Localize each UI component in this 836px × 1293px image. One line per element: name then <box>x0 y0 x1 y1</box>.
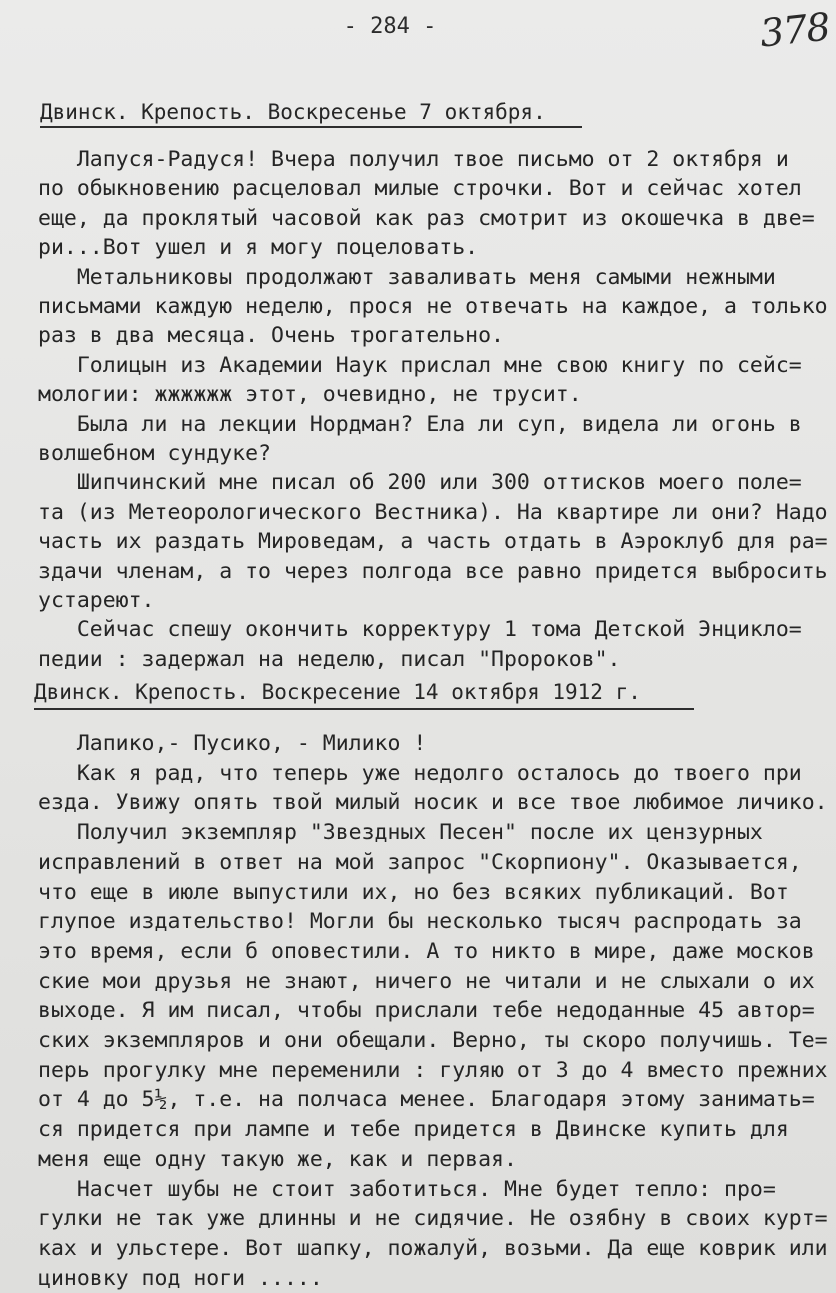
letter1-line: по обыкновению расцеловал милые строчки. Вот и сейчас хотел <box>38 176 802 202</box>
letter2-line: ках и ульстере. Вот шапку, пожалуй, возьми. Да еще коврик или <box>38 1235 828 1261</box>
letter2-line: перь прогулку мне переменили : гуляю от 3 до 4 вместо прежних <box>38 1057 828 1083</box>
letter2-line: Как я рад, что теперь уже недолго осталось до твоего при <box>38 760 802 786</box>
heading-underline-2 <box>34 708 694 710</box>
letter1-line: часть их раздать Мироведам, а часть отдать в Аэроклуб для ра= <box>38 529 828 555</box>
letter1-line: раз в два месяца. Очень трогательно. <box>38 323 504 349</box>
letter2-line: исправлений в ответ на мой запрос "Скорпиону". Оказывается, <box>38 849 802 875</box>
letter1-line: волшебном сундуке? <box>38 441 271 466</box>
letter2-line: от 4 до 5½, т.е. на полчаса менее. Благодаря этому занимать= <box>38 1087 815 1113</box>
archive-number-handwritten: 378 <box>758 4 833 56</box>
letter2-line: Насчет шубы не стоит заботиться. Мне будет тепло: про= <box>38 1176 776 1202</box>
letter1-line: Голицын из Академии Наук прислал мне свою книгу по сейс= <box>38 352 802 378</box>
letter2-line: циновку под ноги ..... <box>38 1265 323 1291</box>
letter2-line: Получил экземпляр "Звездных Песен" после их цензурных <box>38 820 763 846</box>
letter1-line: Сейчас спешу окончить корректуру 1 тома Детской Энцикло= <box>38 617 802 643</box>
letter1-line: та (из Метеорологического Вестника). На квартире ли они? Надо <box>38 499 828 525</box>
letter2-line: глупое издательство! Могли бы несколько тысяч распродать за <box>38 909 802 935</box>
letter2-line: ся придется при лампе и тебе придется в Двинске купить для <box>38 1117 789 1143</box>
letter2-line: ских экземпляров и они обещали. Верно, ты скоро получишь. Те= <box>38 1028 828 1053</box>
section-heading-2: Двинск. Крепость. Воскресение 14 октября 1912 г. <box>34 680 641 704</box>
letter1-line: педии : задержал на неделю, писал "Пророков". <box>38 646 621 672</box>
page-number: - 284 - <box>343 14 437 39</box>
letter2-line: езда. Увижу опять твой милый носик и все твое любимое личико. <box>38 790 828 816</box>
letter1-line: устареют. <box>38 588 155 613</box>
letter1-line: Шипчинский мне писал об 200 или 300 оттисков моего поле= <box>38 470 802 496</box>
letter2-line: ские мои друзья не знают, ничего не читали и не слыхали о их <box>38 968 815 994</box>
letter1-line: письмами каждую неделю, прося не отвечать на каждое, а только <box>38 294 828 319</box>
letter2-line: что еще в июле выпустили их, но без всяких публикаций. Вот <box>38 879 789 905</box>
letter2-line: Лапико,- Пусико, - Милико ! <box>38 731 427 756</box>
letter1-line: мологии: жжжжжж этот, очевидно, не трусит. <box>38 382 582 408</box>
letter1-line: ри...Вот ушел и я могу поцеловать. <box>38 235 479 261</box>
letter1-line: здачи членам, а то через полгода все равно придется выбросить <box>38 558 828 584</box>
letter1-line: Метальниковы продолжают заваливать меня самыми нежными <box>38 264 776 290</box>
letter2-line: это время, если б оповестили. А то никто в мире, даже москов <box>38 938 815 964</box>
letter1-line: еще, да проклятый часовой как раз смотрит из окошечка в две= <box>38 205 815 231</box>
letter1-line: Лапуся-Радуся! Вчера получил твое письмо от 2 октября и <box>38 147 789 172</box>
letter1-line: Была ли на лекции Нордман? Ела ли суп, видела ли огонь в <box>38 411 802 437</box>
letter2-line: меня еще одну такую же, как и первая. <box>38 1146 517 1172</box>
heading-underline-1 <box>40 126 582 128</box>
section-heading-1: Двинск. Крепость. Воскресенье 7 октября. <box>40 100 546 124</box>
letter2-line: гулки не так уже длинны и не сидячие. Не озябну в своих курт= <box>38 1206 828 1232</box>
letter2-line: выходе. Я им писал, чтобы прислали тебе недоданные 45 автор= <box>38 998 815 1024</box>
